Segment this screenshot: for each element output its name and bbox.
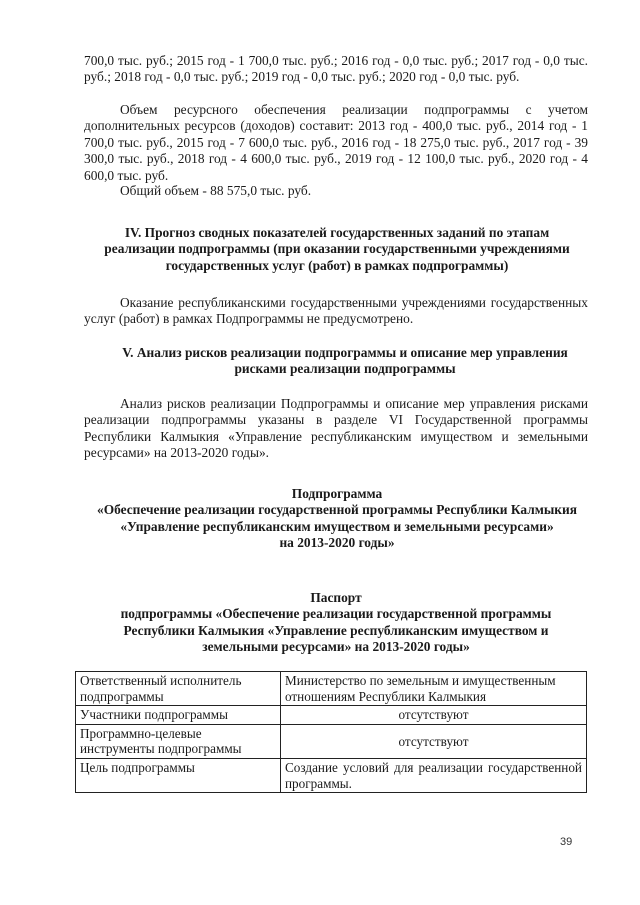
section-iv-title: IV. Прогноз сводных показателей государственных заданий по этапам реализации подпрограммы (при оказании государственными учреждениями государственных услуг (работ) в рамках подпрограммы) [104,225,570,273]
table-cell-label: Ответственный исполнитель подпрограммы [76,672,281,706]
subprogram-heading-line2: «Обеспечение реализации государственной программы Республики Калмыкия «Управление республиканским имуществом и земельными ресурсами» [97,502,577,534]
passport-heading-line1: Паспорт [310,590,362,605]
table-cell-value: Министерство по земельным и имущественным отношениям Республики Калмыкия [281,672,587,706]
passport-table [75,671,587,793]
table-cell-label: Цель подпрограммы [76,758,281,792]
section-iv-text: Оказание республиканскими государственными учреждениями государственных услуг (работ) в рамках Подпрограммы не предусмотрено. [84,295,588,327]
subprogram-heading-line3: на 2013-2020 годы» [279,535,395,551]
table-cell-label: Участники подпрограммы [76,706,281,725]
paragraph-resource-volume: Объем ресурсного обеспечения реализации подпрограммы с учетом дополнительных ресурсов (доходов) составит: 2013 год - 400,0 тыс. руб., 2014 год - 1 700,0 тыс. руб., 2015 год - 7 600,0 тыс. руб., 2016 год - 18 275,0 тыс. руб., 2017 год - 39 300,0 тыс. руб., 2018 год - 4 600,0 тыс. руб., 2019 год - 12 100,0 тыс. руб., 2020 год - 4 600,0 тыс. руб. [84,102,588,183]
section-v-text: Анализ рисков реализации Подпрограммы и описание мер управления рисками реализации подпрограммы указаны в разделе VI Государственной программы Республики Калмыкия «Управление республиканским имуществом и земельными ресурсами» на 2013-2020 годы». [84,396,588,461]
subprogram-heading [92,486,582,552]
page-number: 39 [560,836,573,848]
table-row [76,724,587,758]
section-v-title: V. Анализ рисков реализации подпрограммы и описание мер управления рисками реализации подпрограммы [122,345,568,377]
table-row [76,672,587,706]
table-cell-value: отсутствуют [281,724,587,758]
passport-heading-line2: подпрограммы «Обеспечение реализации государственной программы Республики Калмыкия «Управление республиканским имуществом и земельными ресурсами» на 2013-2020 годы» [120,606,552,655]
table-cell-value: отсутствуют [281,706,587,725]
table-row [76,706,587,725]
subprogram-heading-line1: Подпрограмма [291,486,383,501]
paragraph-total-volume: Общий объем - 88 575,0 тыс. руб. [120,183,312,198]
passport-heading [86,590,586,656]
table-row [76,758,587,792]
paragraph-funding-tail: 700,0 тыс. руб.; 2015 год - 1 700,0 тыс. руб.; 2016 год - 0,0 тыс. руб.; 2017 год - 0,0 тыс. руб.; 2018 год - 0,0 тыс. руб.; 2019 год - 0,0 тыс. руб.; 2020 год - 0,0 тыс. руб. [84,53,588,85]
table-cell-value: Создание условий для реализации государственной программы. [281,758,587,792]
table-cell-label: Программно-целевые инструменты подпрограммы [76,724,281,758]
